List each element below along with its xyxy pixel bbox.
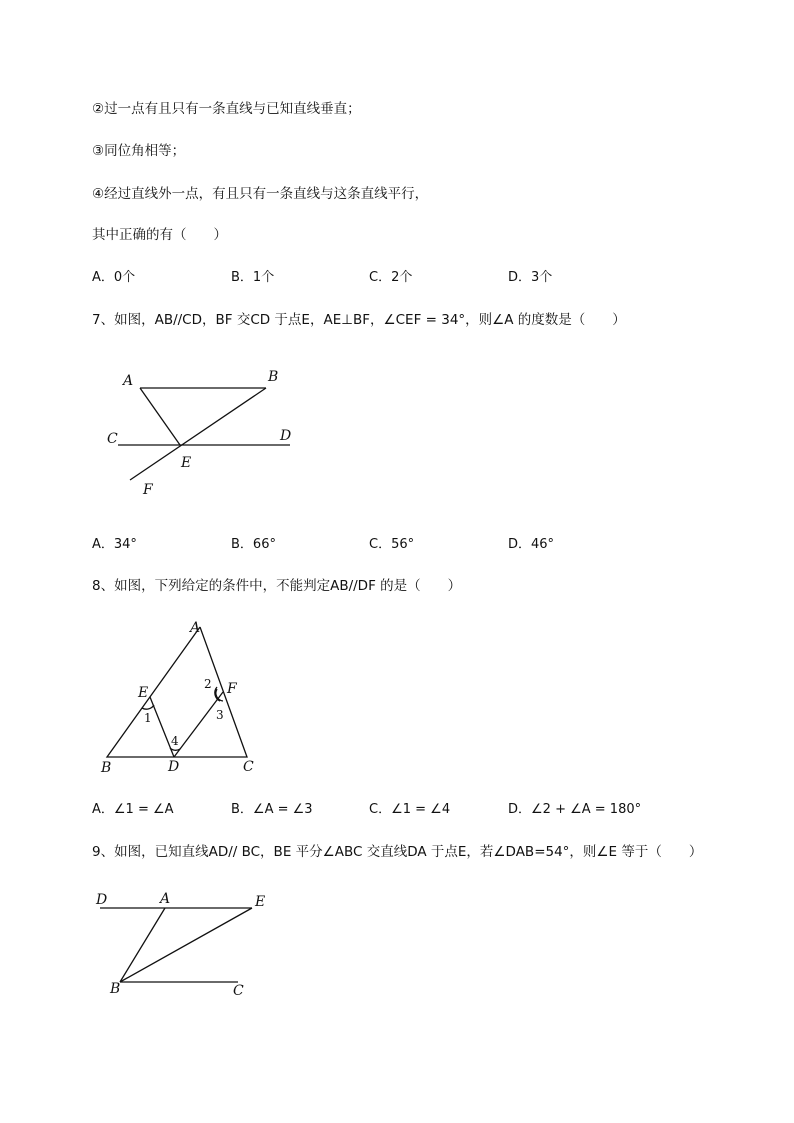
angle-label-2: 2	[204, 677, 212, 691]
label-d: D	[168, 759, 180, 775]
statement-3: ③同位角相等；	[92, 143, 186, 159]
q6-option-d: D．3个	[508, 270, 553, 285]
q7-stem: 7、如图，AB//CD，BF 交CD 于点E，AE⊥BF，∠CEF = 34°，则∠A 的度数是（ ）	[92, 312, 626, 328]
label-e: E	[181, 455, 192, 471]
label-c: C	[243, 759, 254, 775]
q8-option-a: A．∠1 = ∠A	[92, 802, 174, 817]
label-b: B	[110, 981, 121, 997]
label-d: D	[280, 428, 292, 444]
q6-option-a: A．0个	[92, 270, 136, 285]
q8-figure	[95, 615, 275, 779]
segment-df	[174, 692, 223, 757]
q9-stem: 9、如图，已知直线AD// BC，BE 平分∠ABC 交直线DA 于点E，若∠DAB=54°，则∠E 等于（ ）	[92, 844, 703, 860]
label-a: A	[190, 620, 201, 636]
q7-option-c: C．56°	[369, 537, 415, 552]
q7-option-b: B．66°	[231, 537, 276, 552]
angle-label-4: 4	[171, 734, 179, 748]
label-e: E	[255, 894, 266, 910]
label-c: C	[107, 431, 118, 447]
statement-4: ④经过直线外一点，有且只有一条直线与这条直线平行，	[92, 186, 429, 202]
label-b: B	[268, 369, 279, 385]
label-c: C	[233, 983, 244, 999]
q9-figure	[90, 885, 290, 1009]
q8-stem: 8、如图，下列给定的条件中，不能判定AB//DF 的是（ ）	[92, 578, 462, 594]
label-b: B	[101, 760, 112, 776]
statement-2: ②过一点有且只有一条直线与已知直线垂直；	[92, 101, 361, 117]
label-f: F	[227, 681, 237, 697]
q7-option-d: D．46°	[508, 537, 555, 552]
q6-option-c: C．2个	[369, 270, 413, 285]
question-prompt: 其中正确的有（ ）	[92, 227, 227, 243]
q8-option-c: C．∠1 = ∠4	[369, 802, 451, 817]
label-f: F	[143, 482, 153, 498]
q6-option-b: B．1个	[231, 270, 275, 285]
segment-be	[120, 908, 252, 982]
label-a: A	[123, 373, 134, 389]
label-d: D	[96, 892, 108, 908]
q8-option-d: D．∠2 + ∠A = 180°	[508, 802, 642, 817]
segment-ae	[140, 388, 180, 445]
q8-option-b: B．∠A = ∠3	[231, 802, 313, 817]
segment-ab	[120, 908, 165, 982]
q7-option-a: A．34°	[92, 537, 137, 552]
label-e: E	[138, 685, 149, 701]
angle-label-3: 3	[216, 708, 224, 722]
label-a: A	[160, 891, 171, 907]
angle-label-1: 1	[144, 711, 152, 725]
q7-figure	[100, 360, 320, 514]
